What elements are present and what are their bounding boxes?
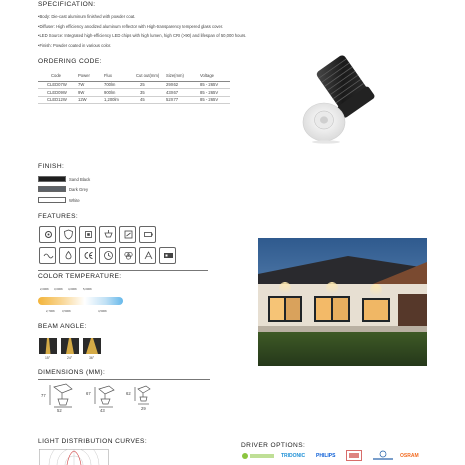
table-cell: 9W (78, 89, 104, 97)
feature-battery-icon (139, 226, 156, 243)
feature-gear-icon (39, 226, 56, 243)
ct-top-label: 2,000K (40, 287, 49, 291)
light-distribution-title: LIGHT DISTRIBUTION CURVES: (38, 438, 148, 445)
spec-item: • Body: Die-cast aluminum finished with powder coat. (38, 12, 338, 22)
finish-swatch-sand-black (38, 176, 66, 182)
col-header: Power (78, 71, 104, 81)
dimension-height: 67 (86, 391, 91, 396)
dimension-width: 29 (141, 406, 146, 411)
feature-dimmer-icon (119, 226, 136, 243)
color-temperature-bar (38, 297, 123, 305)
driver-logo-crest-icon (372, 450, 394, 461)
finish-label: Dark Grey (69, 187, 89, 192)
table-cell: 700lm (104, 81, 136, 89)
driver-brand-tridonic: TRIDONIC (281, 453, 306, 459)
beam-label: 15° (45, 356, 51, 360)
driver-logo-badge-icon (346, 450, 362, 461)
ct-bottom-label: 2,700K (46, 309, 55, 313)
beam-24-graphic (61, 338, 79, 354)
beam-36-graphic (83, 338, 101, 354)
dimension-drawing-small (133, 385, 155, 407)
col-header: Voltage (200, 71, 230, 81)
table-cell: CLED07W (38, 81, 78, 89)
light-distribution-chart (39, 449, 109, 465)
dimension-height: 62 (126, 391, 131, 396)
spec-item: • LED Source: Integrated high-efficiency LED chips with high lumen, high CRI (>90) and lifespan of 50,000 hours. (38, 31, 338, 41)
beam-label: 24° (67, 356, 73, 360)
table-cell: 12W (78, 96, 104, 104)
ct-top-label: 4,000K (68, 287, 77, 291)
col-header: Size(mm) (166, 71, 200, 81)
ct-top-label: 5,000K (83, 287, 92, 291)
table-cell: 43X67 (166, 89, 200, 97)
dimension-width: 43 (100, 408, 105, 413)
feature-ce-icon (79, 247, 96, 264)
beam-label: 36° (89, 356, 95, 360)
specification-title: SPECIFICATION: (38, 1, 96, 8)
dimension-drawing-medium (93, 385, 119, 409)
installation-photo (258, 238, 427, 366)
table-cell: 85 - 265V (200, 96, 230, 104)
product-image (298, 52, 378, 144)
feature-flicker-free-icon (39, 247, 56, 264)
ordering-table (38, 71, 230, 104)
features-title: FEATURES: (38, 213, 79, 220)
table-cell: 900lm (104, 89, 136, 97)
table-cell: 7W (78, 81, 104, 89)
table-row (38, 81, 230, 89)
dimension-height: 77 (41, 393, 46, 398)
table-row (38, 96, 230, 104)
spec-item: • Finish: Powder coated in various color. (38, 41, 338, 51)
features-divider (38, 270, 208, 271)
feature-shield-icon (59, 226, 76, 243)
dimensions-divider (38, 379, 210, 380)
dimension-width: 52 (57, 408, 62, 413)
col-header: Flux (104, 71, 136, 81)
table-header-row (38, 71, 230, 81)
spec-item: • Diffuser: High efficiency anodized aluminum reflector with High-transparency tempered glass cover. (38, 22, 338, 32)
beam-15-graphic (39, 338, 57, 354)
table-cell: 29X62 (166, 81, 200, 89)
col-header: Cut out(mm) (136, 71, 166, 81)
dimension-drawing-large (48, 383, 78, 409)
specification-list (38, 12, 338, 50)
table-cell: 35 (136, 89, 166, 97)
col-header: Code (38, 71, 78, 81)
ct-bottom-label: 4,500K (98, 309, 107, 313)
feature-lifespan-icon (99, 247, 116, 264)
color-temperature-title: COLOR TEMPERATURE: (38, 273, 122, 280)
feature-ip-icon (59, 247, 76, 264)
table-cell: CLED12W (38, 96, 78, 104)
ct-top-label: 3,000K (54, 287, 63, 291)
ordering-code-title: ORDERING CODE: (38, 58, 102, 65)
feature-cri-icon (119, 247, 136, 264)
table-row (38, 89, 230, 97)
finish-swatch-white (38, 197, 66, 203)
finish-swatch-dark-grey (38, 186, 66, 192)
driver-options-title: DRIVER OPTIONS: (241, 442, 306, 449)
table-cell: 1,200lm (104, 96, 136, 104)
driver-brand-philips: PHILIPS (316, 453, 336, 459)
driver-brand-osram: OSRAM (400, 453, 419, 459)
finish-title: FINISH: (38, 163, 65, 170)
table-cell: 45 (136, 96, 166, 104)
dimensions-title: DIMENSIONS (MM): (38, 369, 106, 376)
feature-lamp-icon (99, 226, 116, 243)
finish-label: Sand Black (69, 177, 91, 182)
driver-logo-swirl-icon (241, 452, 275, 460)
feature-chip-icon (79, 226, 96, 243)
table-cell: 85 - 265V (200, 89, 230, 97)
table-cell: CLED09W (38, 89, 78, 97)
finish-label: White (69, 198, 80, 203)
beam-angle-title: BEAM ANGLE: (38, 323, 87, 330)
feature-driver-icon (159, 247, 176, 264)
table-cell: 52X77 (166, 96, 200, 104)
table-cell: 85 - 265V (200, 81, 230, 89)
table-cell: 25 (136, 81, 166, 89)
ct-bottom-label: 3,500K (62, 309, 71, 313)
feature-angle-icon (139, 247, 156, 264)
